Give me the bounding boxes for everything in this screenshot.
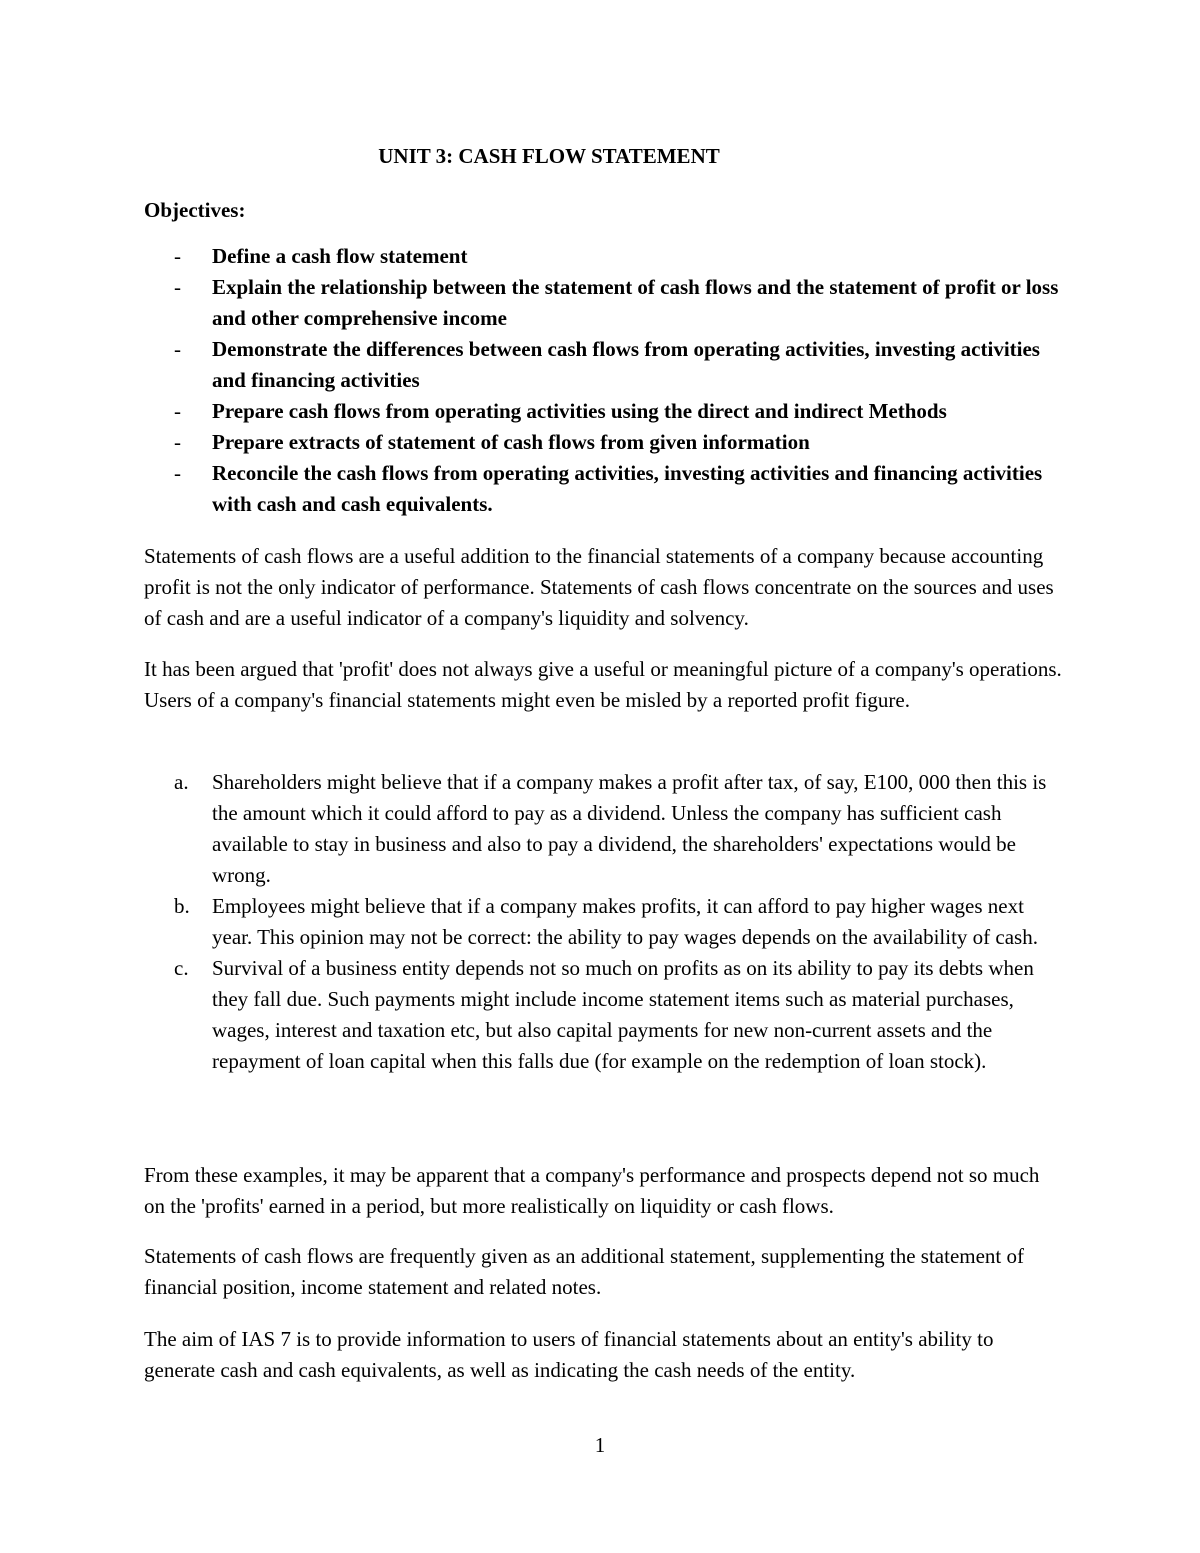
objective-item [174,272,1074,334]
list-marker: a. [174,770,189,794]
objectives-heading: Objectives: [144,198,246,222]
list-marker: b. [174,894,190,918]
objective-item [174,396,1074,427]
example-item [174,953,1064,1077]
examples-list [174,767,1064,1077]
objective-text: Reconcile the cash flows from operating activities, investing activities and financing activities with cash and cash equivalents. [212,461,1043,516]
objective-item [174,458,1074,520]
objective-text: Demonstrate the differences between cash flows from operating activities, investing activities and financing activities [212,337,1040,392]
list-marker: c. [174,956,189,980]
objectives-list [174,241,1074,520]
paragraph-conclusion: From these examples, it may be apparent that a company's performance and prospects depend not so much on the 'profits' earned in a period, but more realistically on liquidity or cash flows. [144,1163,1040,1218]
example-text: Survival of a business entity depends not so much on profits as on its ability to pay its debts when they fall due. Such payments might include income statement items such as material purchases, wages, interest and taxation etc, but also capital payments for new non-current assets and the repayment of loan capital when this falls due (for example on the redemption of loan stock). [212,956,1034,1073]
bullet-dash: - [174,337,181,361]
example-item [174,891,1064,953]
objective-item [174,427,1074,458]
bullet-dash: - [174,275,181,299]
objective-item [174,334,1074,396]
paragraph-ias7: The aim of IAS 7 is to provide information to users of financial statements about an entity's ability to generate cash and cash equivalents, as well as indicating the cash needs of the entity. [144,1327,994,1382]
objective-text: Prepare extracts of statement of cash flows from given information [212,430,810,454]
example-text: Shareholders might believe that if a company makes a profit after tax, of say, E100, 000 then this is the amount which it could afford to pay as a dividend. Unless the company has sufficient cash available to stay in business and also to pay a dividend, the shareholders' expectations would be wrong. [212,770,1047,887]
objective-item [174,241,1074,272]
paragraph-profit-argument: It has been argued that 'profit' does not always give a useful or meaningful picture of a company's operations. Users of a company's financial statements might even be misled by a reported profit figure. [144,657,1062,712]
objective-text: Explain the relationship between the statement of cash flows and the statement of profit or loss and other comprehensive income [212,275,1059,330]
example-item [174,767,1064,891]
page-title: UNIT 3: CASH FLOW STATEMENT [378,144,720,168]
paragraph-intro: Statements of cash flows are a useful addition to the financial statements of a company because accounting profit is not the only indicator of performance. Statements of cash flows concentrate on the sources and uses of cash and are a useful indicator of a company's liquidity and solvency. [144,544,1054,630]
bullet-dash: - [174,430,181,454]
bullet-dash: - [174,399,181,423]
page-number: 1 [594,1433,606,1457]
objective-text: Prepare cash flows from operating activities using the direct and indirect Methods [212,399,947,423]
paragraph-supplement: Statements of cash flows are frequently given as an additional statement, supplementing the statement of financial position, income statement and related notes. [144,1244,1025,1299]
bullet-dash: - [174,244,181,268]
example-text: Employees might believe that if a company makes profits, it can afford to pay higher wages next year. This opinion may not be correct: the ability to pay wages depends on the availability of cash. [212,894,1038,949]
objective-text: Define a cash flow statement [212,244,468,268]
bullet-dash: - [174,461,181,485]
